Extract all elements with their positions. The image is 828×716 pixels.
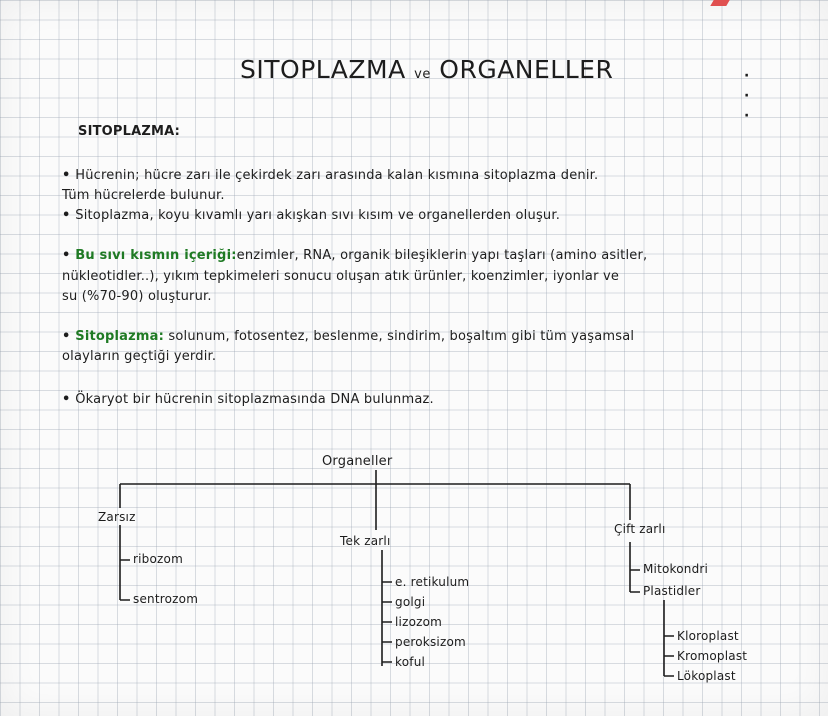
paragraph-2: • Sitoplazma, koyu kıvamlı yarı akışkan sıvı kısım ve organellerden oluşur. [62,208,560,223]
tree-tek-zarli-label: Tek zarlı [340,534,391,548]
tree-zarsiz-branch [120,525,130,600]
tree-cift-zarli-item: Mitokondri [643,562,709,576]
tree-tek-zarli-item: lizozom [395,615,443,629]
paragraph-3-rest: enzimler, RNA, organik bileşiklerin yapı taşları (amino asitler, [236,248,648,263]
title-connector: ve [414,67,431,82]
paragraph-3-highlight: Bu sıvı kısmın içeriği: [75,248,237,263]
paragraph-5: • Ökaryot bir hücrenin sitoplazmasında DNA bulunmaz. [62,392,434,407]
tree-zarsiz-label: Zarsız [98,510,136,524]
tree-cift-zarli-branch [630,542,640,592]
paragraph-1-line-1: • Hücrenin; hücre zarı ile çekirdek zarı arasında kalan kısmına sitoplazma denir. [62,168,598,183]
tree-zarsiz-item: ribozom [133,552,183,566]
paragraph-4-rest: solunum, fotosentez, beslenme, sindirim, boşaltım gibi tüm yaşamsal [168,329,635,344]
tree-tek-zarli-item: peroksizom [395,635,466,649]
paragraph-3-line-2: nükleotidler..), yıkım tepkimeleri sonucu oluşan atık ürünler, koenzimler, iyonlar ve [62,269,620,284]
paragraph-4-line-2: olayların geçtiği yerdir. [62,349,217,364]
margin-dot: · [744,88,750,104]
paragraph-3-line-3: su (%70-90) oluşturur. [62,289,212,304]
tree-plastid-branch [664,600,674,676]
tree-root-label: Organeller [322,454,393,469]
paragraph-1-line-2: Tüm hücrelerde bulunur. [62,188,225,203]
title-second: ORGANELLER [439,55,614,84]
tree-tek-zarli-item: golgi [395,595,426,609]
paragraph-4-highlight: Sitoplazma: [75,329,165,344]
tree-zarsiz-item: sentrozom [133,592,199,606]
tree-tek-zarli-branch [382,550,392,666]
tree-cift-zarli-item: Plastidler [643,584,701,598]
section-heading: SITOPLAZMA: [78,124,181,139]
tree-tek-zarli-item: e. retikulum [395,575,470,589]
tree-plastid-item: Lökoplast [677,669,736,683]
title-main: SITOPLAZMA [240,55,406,84]
tree-tek-zarli-item: koful [395,655,426,669]
tree-plastid-item: Kloroplast [677,629,739,643]
tree-cift-zarli-label: Çift zarlı [614,522,666,536]
margin-dot: · [744,68,750,84]
margin-dot: · [744,108,750,124]
tree-plastid-item: Kromoplast [677,649,748,663]
